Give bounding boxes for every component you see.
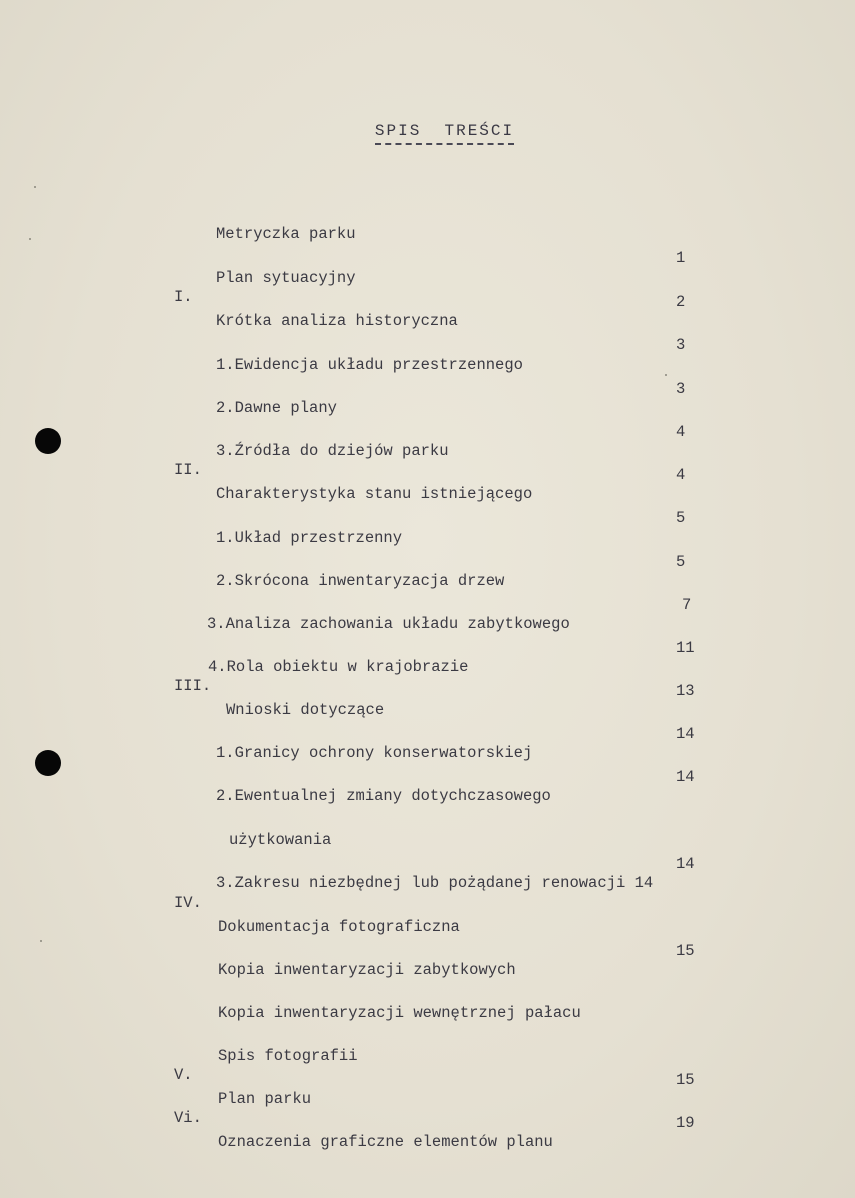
toc-entry-page: 3 <box>676 336 686 354</box>
title-text: SPIS TREŚCI <box>375 122 514 145</box>
toc-entry-metryczka <box>0 174 686 267</box>
toc-entry-label: 1.Układ przestrzenny <box>216 529 403 547</box>
toc-entry-number: I. <box>174 288 193 306</box>
toc-entry-page: 3 <box>676 380 686 398</box>
toc-entry-label: Wnioski dotyczące <box>226 701 385 719</box>
toc-entry-page: 15 <box>676 942 695 960</box>
toc-entry-label: 3.Źródła do dziejów parku <box>216 442 449 460</box>
toc-entry-label: Charakterystyka stanu istniejącego <box>216 485 533 503</box>
toc-entry-label: 3.Zakresu niezbędnej lub pożądanej renowacji 14 <box>216 874 654 892</box>
toc-entry-label: Plan parku <box>218 1090 312 1108</box>
toc-entry-number: II. <box>174 461 202 479</box>
toc-entry-label: Kopia inwentaryzacji wewnętrznej pałacu <box>218 1004 581 1022</box>
toc-entry-page: 11 <box>676 639 695 657</box>
toc-entry-page: 14 <box>676 768 695 786</box>
toc-entry-label: 1.Granicy ochrony konserwatorskiej <box>216 744 533 762</box>
toc-entry-label: Dokumentacja fotograficzna <box>218 918 460 936</box>
toc-entry-page: 2 <box>676 293 686 311</box>
toc-entry-page: 7 <box>682 596 692 614</box>
document-title <box>0 122 855 145</box>
toc-entry-number: III. <box>174 677 212 695</box>
toc-entry-label: 3.Analiza zachowania układu zabytkowego <box>207 615 570 633</box>
toc-entry-label: Metryczka parku <box>216 225 356 243</box>
toc-entry-page: 14 <box>676 725 695 743</box>
toc-entry-label: Krótka analiza historyczna <box>216 312 458 330</box>
toc-entry-page: 5 <box>676 509 686 527</box>
toc-entry-page: 4 <box>676 466 686 484</box>
toc-entry-label: 2.Skrócona inwentaryzacja drzew <box>216 572 505 590</box>
toc-entry-number: V. <box>174 1066 193 1084</box>
toc-entry-label: użytkowania <box>229 831 332 849</box>
toc-entry-label: Plan sytuacyjny <box>216 269 356 287</box>
paper-speck <box>665 374 667 376</box>
toc-entry-page: 19 <box>676 1114 695 1132</box>
toc-entry-page: 15 <box>676 1071 695 1089</box>
toc-entry-label: Oznaczenia graficzne elementów planu <box>218 1133 553 1151</box>
toc-entry-page: 4 <box>676 423 686 441</box>
toc-entry-page: 5 <box>676 553 686 571</box>
toc-entry-page: 1 <box>676 249 686 267</box>
toc-entry-label: 1.Ewidencja układu przestrzennego <box>216 356 523 374</box>
toc-entry-label: Kopia inwentaryzacji zabytkowych <box>218 961 516 979</box>
toc-entry-page: 13 <box>676 682 695 700</box>
toc-entry-number: Vi. <box>174 1109 202 1127</box>
toc-entry-label: 4.Rola obiektu w krajobrazie <box>208 658 469 676</box>
toc-entry-label: 2.Dawne plany <box>216 399 337 417</box>
toc-entry-label: Spis fotografii <box>218 1047 358 1065</box>
toc-entry-label: 2.Ewentualnej zmiany dotychczasowego <box>216 787 551 805</box>
toc-entry-number: IV. <box>174 894 202 912</box>
toc-entry-page: 14 <box>676 855 695 873</box>
